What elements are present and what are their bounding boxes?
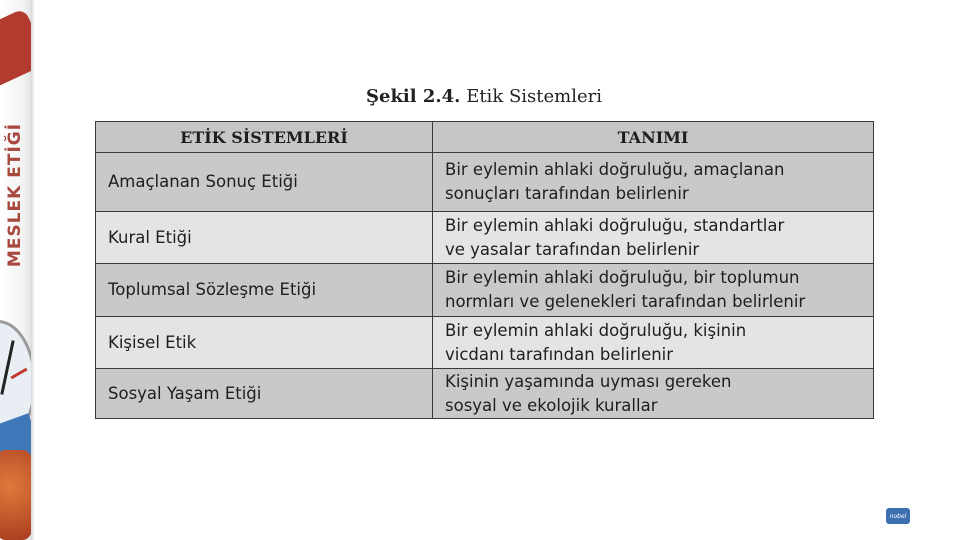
decorative-food-image bbox=[0, 450, 32, 540]
caption-text: Etik Sistemleri bbox=[466, 86, 602, 107]
figure-caption bbox=[0, 86, 960, 107]
table-header-row bbox=[96, 122, 874, 153]
definition-cell bbox=[433, 212, 874, 264]
definition-line: Kişinin yaşamında uyması gereken bbox=[445, 371, 732, 391]
table-row bbox=[96, 153, 874, 212]
definition-line: Bir eylemin ahlaki doğruluğu, kişinin bbox=[445, 320, 747, 340]
definition-line: normları ve gelenekleri tarafından belirlenir bbox=[445, 292, 806, 311]
definition-cell bbox=[433, 264, 874, 317]
definition-cell bbox=[433, 369, 874, 419]
definition-line: Bir eylemin ahlaki doğruluğu, bir toplumun bbox=[445, 268, 800, 287]
definition-line: vicdanı tarafından belirlenir bbox=[445, 344, 674, 364]
system-cell: Amaçlanan Sonuç Etiği bbox=[96, 153, 433, 212]
definition-line: sosyal ve ekolojik kurallar bbox=[445, 395, 658, 415]
decorative-swoosh bbox=[0, 8, 34, 92]
publisher-logo-text: nobel bbox=[889, 512, 907, 520]
ethics-systems-table bbox=[95, 121, 874, 419]
sidebar-title bbox=[2, 122, 28, 268]
sidebar bbox=[0, 0, 34, 540]
decorative-photo bbox=[0, 300, 32, 540]
sidebar-edge bbox=[31, 0, 34, 540]
table-row bbox=[96, 317, 874, 369]
definition-cell bbox=[433, 317, 874, 369]
definition-line: ve yasalar tarafından belirlenir bbox=[445, 239, 700, 259]
table-row bbox=[96, 369, 874, 419]
definition-line: Bir eylemin ahlaki doğruluğu, standartlar bbox=[445, 215, 785, 235]
definition-line: Bir eylemin ahlaki doğruluğu, amaçlanan bbox=[445, 160, 785, 179]
header-definition: TANIMI bbox=[433, 122, 874, 153]
table-row bbox=[96, 264, 874, 317]
header-systems: ETİK SİSTEMLERİ bbox=[96, 122, 433, 153]
system-cell: Toplumsal Sözleşme Etiği bbox=[96, 264, 433, 317]
definition-cell bbox=[433, 153, 874, 212]
definition-line: sonuçları tarafından belirlenir bbox=[445, 184, 689, 203]
table-row bbox=[96, 212, 874, 264]
system-cell: Sosyal Yaşam Etiği bbox=[96, 369, 433, 419]
system-cell: Kural Etiği bbox=[96, 212, 433, 264]
system-cell: Kişisel Etik bbox=[96, 317, 433, 369]
caption-label: Şekil 2.4. bbox=[366, 86, 461, 107]
publisher-logo bbox=[886, 508, 910, 524]
sidebar-title-text: MESLEK ETİĞİ bbox=[5, 122, 25, 268]
